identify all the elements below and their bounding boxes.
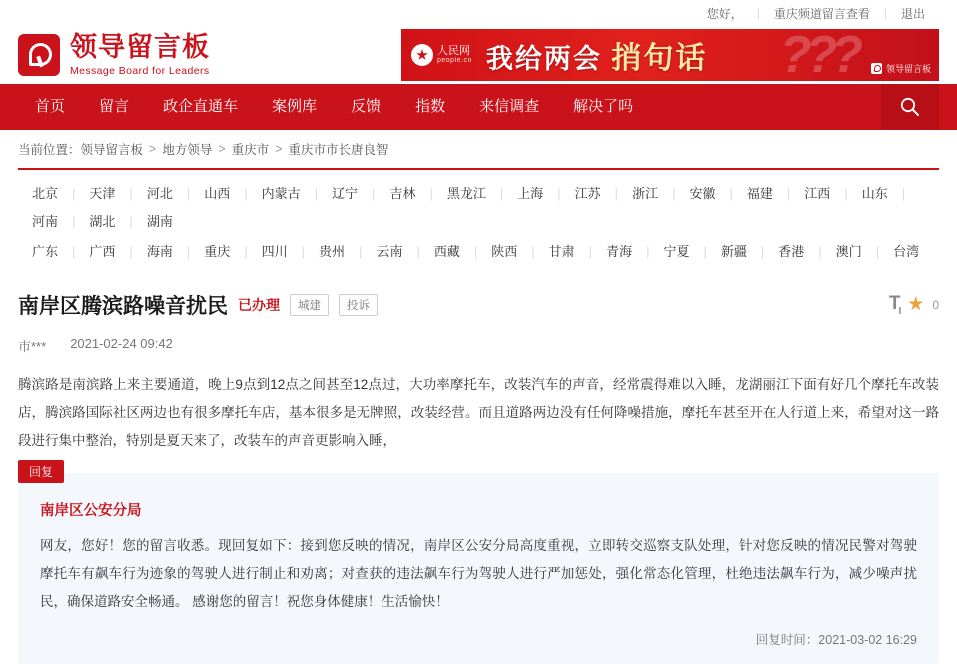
region-divider: | xyxy=(429,186,433,201)
tag-category[interactable]: 城建 xyxy=(290,294,329,316)
region-item-shaanxi[interactable]: 陕西 xyxy=(491,244,518,259)
region-divider: | xyxy=(531,244,535,259)
search-icon xyxy=(899,96,921,118)
breadcrumb-item-local-leaders[interactable]: 地方领导 xyxy=(162,143,213,157)
site-header xyxy=(0,26,957,84)
region-item-taiwan[interactable]: 台湾 xyxy=(893,244,920,259)
star-badge-icon xyxy=(411,44,433,66)
topbar-divider: | xyxy=(756,6,760,20)
people-cn-logo xyxy=(411,44,472,66)
reply-time xyxy=(40,630,917,648)
main-nav xyxy=(0,84,957,130)
promo-banner[interactable] xyxy=(401,26,939,84)
region-item-yunnan[interactable]: 云南 xyxy=(376,244,403,259)
top-utility-bar xyxy=(0,0,957,26)
region-divider: | xyxy=(186,244,191,259)
region-divider: | xyxy=(416,244,420,259)
region-item-gansu[interactable]: 甘肃 xyxy=(548,244,575,259)
region-item-hubei[interactable]: 湖北 xyxy=(89,214,116,229)
status-badge: 已办理 xyxy=(238,297,280,313)
region-item-hongkong[interactable]: 香港 xyxy=(778,244,805,259)
region-divider: | xyxy=(646,244,650,259)
site-logo[interactable] xyxy=(18,33,210,77)
nav-item-resolved[interactable]: 解决了吗 xyxy=(573,98,634,115)
region-item-chongqing[interactable]: 重庆 xyxy=(204,244,231,259)
breadcrumb-item-mayor[interactable]: 重庆市市长唐良智 xyxy=(288,143,389,157)
favorite-count: 0 xyxy=(932,297,939,312)
region-item-hainan[interactable]: 海南 xyxy=(146,244,173,259)
brand-name-cn: 领导留言板 xyxy=(70,32,210,63)
reply-body: 网友，您好！您的留言收悉。现回复如下：接到您反映的情况，南岸区公安分局高度重视，立即转交巡察支队处理，针对您反映的情况民警对驾驶摩托车有飙车行为迹象的驾驶人进行制止和劝离；对查获的违法飙车行为驾驶人进行严加惩处，强化常态化管理，杜绝违法飙车行为，减少噪声扰民，确保道路安全畅通。 感谢您的留言！祝您身体健康！生活愉快！ xyxy=(40,538,917,609)
page-title: 南岸区腾滨路噪音扰民 xyxy=(18,295,228,318)
banner-headline-emphasis: 捎句话 xyxy=(611,42,708,75)
region-item-jilin[interactable]: 吉林 xyxy=(389,186,416,201)
nav-item-case-library[interactable]: 案例库 xyxy=(272,98,318,115)
breadcrumb-separator: > xyxy=(218,142,226,156)
region-item-inner-mongolia[interactable]: 内蒙古 xyxy=(261,186,301,201)
banner-site-cn: 人民网 xyxy=(437,45,470,58)
message-author: 市*** xyxy=(18,339,47,354)
message-datetime: 2021-02-24 09:42 xyxy=(70,336,173,351)
region-divider: | xyxy=(614,186,619,201)
nav-item-gov-enterprise[interactable]: 政企直通车 xyxy=(163,98,239,115)
region-divider: | xyxy=(901,186,906,201)
breadcrumb-item-chongqing[interactable]: 重庆市 xyxy=(231,143,270,157)
message-body: 腾滨路是南滨路上来主要通道，晚上9点到12点之间甚至12点过，大功率摩托车，改装汽车的声音，经常震得难以入睡，龙湖丽江下面有好几个摩托车改装店，腾滨路国际社区两边也有很多摩托车店，基本很多是无牌照，改装经营。而且道路两边没有任何降噪措施，摩托车甚至开在人行道上来，希望对这一路段进行集中整治，特别是夏天来了，改装车的声音更影响入睡， xyxy=(18,377,939,448)
font-size-icon[interactable]: $T_I$ xyxy=(888,293,900,317)
region-selector xyxy=(0,170,957,274)
message-detail xyxy=(0,274,957,455)
region-divider: | xyxy=(875,244,880,259)
breadcrumb-item-board[interactable]: 领导留言板 xyxy=(80,143,144,157)
region-divider: | xyxy=(186,186,191,201)
nav-item-list xyxy=(0,84,650,130)
banner-headline xyxy=(486,33,708,77)
nav-item-home[interactable]: 首页 xyxy=(35,98,66,115)
region-divider: | xyxy=(557,186,561,201)
region-divider: | xyxy=(588,244,593,259)
region-item-jiangsu[interactable]: 江苏 xyxy=(574,186,601,201)
tag-type[interactable]: 投诉 xyxy=(339,294,378,316)
region-divider: | xyxy=(244,186,248,201)
region-divider: | xyxy=(499,186,504,201)
region-item-heilongjiang[interactable]: 黑龙江 xyxy=(446,186,486,201)
greeting-text: 您好， xyxy=(706,6,743,21)
reply-time-value: 2021-03-02 16:29 xyxy=(818,633,917,647)
region-item-guangdong[interactable]: 广东 xyxy=(32,244,59,259)
region-divider: | xyxy=(244,244,248,259)
region-divider: | xyxy=(473,244,478,259)
nav-item-feedback[interactable]: 反馈 xyxy=(351,98,382,115)
region-item-henan[interactable]: 河南 xyxy=(32,214,59,229)
region-item-tibet[interactable]: 西藏 xyxy=(433,244,460,259)
region-divider: | xyxy=(301,244,306,259)
banner-headline-prefix: 我给两会 xyxy=(485,44,602,74)
breadcrumb xyxy=(0,130,957,168)
region-divider: | xyxy=(129,244,133,259)
region-divider: | xyxy=(72,186,76,201)
nav-item-index[interactable]: 指数 xyxy=(415,98,446,115)
region-divider: | xyxy=(818,244,822,259)
region-divider: | xyxy=(72,244,76,259)
search-button[interactable] xyxy=(881,84,939,130)
reply-time-label: 回复时间： xyxy=(755,633,819,647)
banner-site-en: people.cn xyxy=(437,57,472,65)
region-item-macau[interactable]: 澳门 xyxy=(835,244,862,259)
region-divider: | xyxy=(72,214,76,229)
region-item-beijing[interactable]: 北京 xyxy=(32,186,59,201)
message-meta xyxy=(18,336,939,355)
region-item-liaoning[interactable]: 辽宁 xyxy=(332,186,359,201)
region-item-fujian[interactable]: 福建 xyxy=(746,186,773,201)
nav-item-messages[interactable]: 留言 xyxy=(99,98,130,115)
region-item-shanxi[interactable]: 山西 xyxy=(204,186,231,201)
region-divider: | xyxy=(729,186,733,201)
region-divider: | xyxy=(672,186,676,201)
region-divider: | xyxy=(129,214,133,229)
region-row-1 xyxy=(18,180,939,236)
region-divider: | xyxy=(760,244,765,259)
region-row-2 xyxy=(18,238,939,266)
reply-organization: 南岸区公安分局 xyxy=(40,503,142,519)
region-item-jiangxi[interactable]: 江西 xyxy=(804,186,831,201)
region-item-xinjiang[interactable]: 新疆 xyxy=(720,244,747,259)
reply-section xyxy=(18,465,939,664)
title-tools xyxy=(889,293,939,317)
region-divider: | xyxy=(703,244,707,259)
speech-bubble-icon xyxy=(871,63,882,74)
region-item-guangxi[interactable]: 广西 xyxy=(89,244,116,259)
region-item-hebei[interactable]: 河北 xyxy=(146,186,173,201)
breadcrumb-separator: > xyxy=(149,142,157,156)
region-divider: | xyxy=(786,186,791,201)
region-item-tianjin[interactable]: 天津 xyxy=(89,186,116,201)
region-item-hunan[interactable]: 湖南 xyxy=(146,214,173,229)
speech-bubble-icon xyxy=(18,34,60,76)
region-divider: | xyxy=(129,186,133,201)
reply-box xyxy=(18,473,939,664)
topbar-link-logout[interactable]: 退出 xyxy=(900,6,925,21)
region-item-shandong[interactable]: 山东 xyxy=(861,186,888,201)
topbar-divider: | xyxy=(883,6,887,20)
region-item-sichuan[interactable]: 四川 xyxy=(261,244,288,259)
region-item-ningxia[interactable]: 宁夏 xyxy=(663,244,690,259)
region-divider: | xyxy=(359,244,363,259)
banner-badge xyxy=(871,62,931,75)
region-item-guizhou[interactable]: 贵州 xyxy=(319,244,346,259)
reply-label: 回复 xyxy=(18,460,64,483)
brand-name-en: Message Board for Leaders xyxy=(70,64,210,77)
region-item-anhui[interactable]: 安徽 xyxy=(689,186,716,201)
region-divider: | xyxy=(844,186,848,201)
breadcrumb-prefix: 当前位置： xyxy=(18,143,81,157)
region-item-zhejiang[interactable]: 浙江 xyxy=(632,186,659,201)
region-item-qinghai[interactable]: 青海 xyxy=(606,244,633,259)
breadcrumb-separator: > xyxy=(275,142,283,156)
nav-item-letter-survey[interactable]: 来信调查 xyxy=(479,98,540,115)
region-divider: | xyxy=(314,186,319,201)
banner-question-marks: ??? xyxy=(779,26,857,84)
banner-badge-label: 领导留言板 xyxy=(885,64,931,74)
region-divider: | xyxy=(372,186,376,201)
topbar-link-view-messages[interactable]: 重庆频道留言查看 xyxy=(773,6,870,21)
region-item-shanghai[interactable]: 上海 xyxy=(517,186,544,201)
message-title-row xyxy=(18,290,939,320)
star-icon[interactable]: ★ xyxy=(907,294,925,316)
